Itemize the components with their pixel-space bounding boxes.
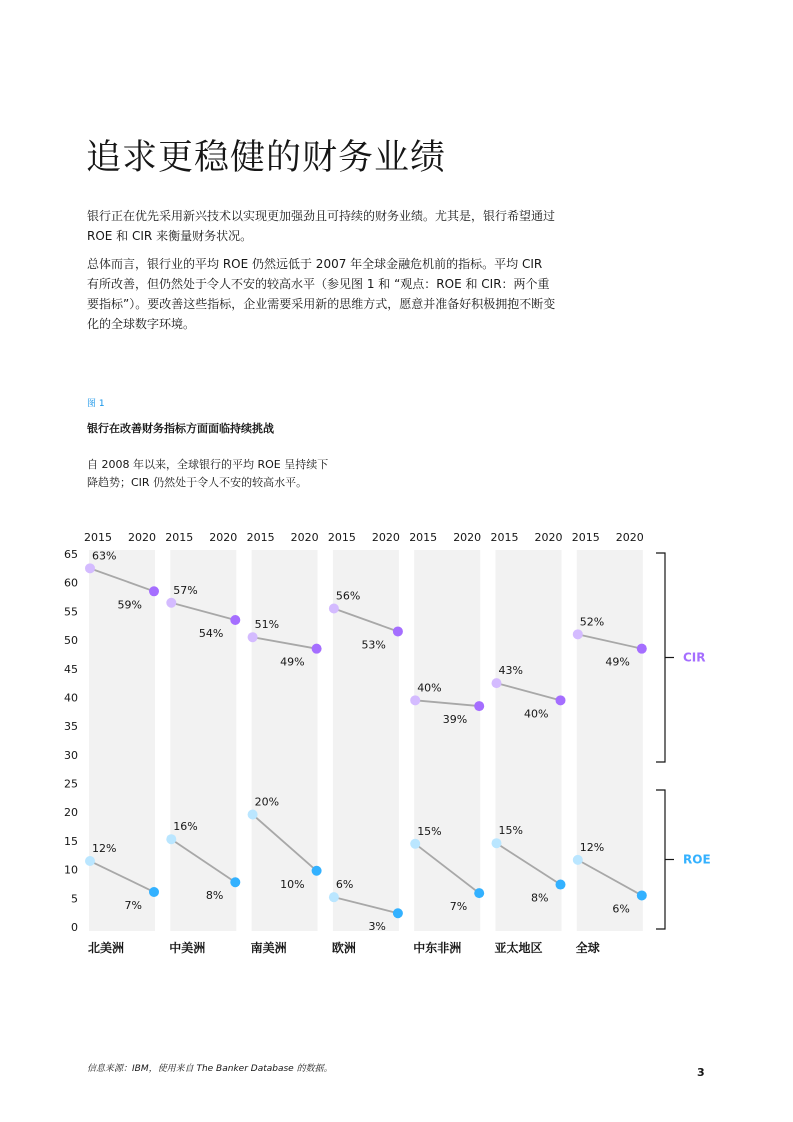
cir-point-2020 [312, 644, 322, 654]
roe-label-2020: 8% [205, 889, 224, 903]
roe-point-2015 [492, 838, 502, 848]
body-paragraph: 总体而言，银行业的平均 ROE 仍然远低于 2007 年全球金融危机前的指标。平均 CIR 有所改善，但仍然处于令人不安的较高水平（参见图 1 和 “观点：ROE 和 CIR：两个重要指标”）。要改善这些指标，企业需要采用新的思维方式，愿意并准备好积极拥抱不断变化的全球数字环境。 [87, 257, 556, 331]
region-band [414, 550, 480, 931]
source-note: 信息来源：IBM，使用来自 The Banker Database 的数据。 [87, 1064, 333, 1074]
region-label: 全球 [575, 941, 600, 955]
region-band [170, 550, 236, 931]
year-label: 2020 [534, 531, 563, 544]
y-tick-label: 50 [64, 634, 78, 648]
roe-point-2020 [637, 890, 647, 900]
cir-label-2020: 53% [361, 638, 386, 652]
y-tick-label: 60 [64, 576, 78, 590]
y-tick-label: 45 [64, 662, 78, 676]
cir-label-2015: 43% [498, 664, 523, 678]
page-number: 3 [697, 1066, 705, 1079]
region-label: 北美洲 [88, 941, 125, 955]
year-label: 2015 [490, 531, 519, 544]
y-tick-label: 5 [71, 892, 78, 906]
y-tick-label: 55 [64, 605, 78, 619]
year-label: 2015 [84, 531, 112, 544]
region-band [577, 550, 643, 931]
roe-label-2015: 12% [92, 842, 117, 856]
roe-label-2020: 7% [124, 898, 142, 912]
cir-point-2020 [637, 644, 647, 654]
roe-point-2020 [556, 880, 566, 890]
cir-label-2015: 52% [579, 615, 605, 629]
region-band [496, 550, 562, 931]
y-tick-label: 20 [64, 806, 78, 820]
y-tick-label: 15 [64, 834, 78, 848]
roe-label-2015: 16% [173, 820, 198, 834]
year-label: 2020 [128, 531, 156, 544]
cir-label-2020: 40% [524, 707, 549, 721]
roe-series-label: ROE [683, 852, 711, 867]
year-label: 2020 [290, 531, 319, 544]
roe-point-2015 [573, 855, 583, 865]
roe-point-2020 [230, 877, 240, 887]
cir-point-2020 [474, 701, 484, 711]
region-band [252, 550, 318, 931]
roe-point-2020 [149, 887, 159, 897]
roe-point-2015 [248, 810, 258, 820]
roe-label-2015: 12% [579, 840, 605, 854]
cir-label-2020: 49% [605, 655, 630, 669]
region-band [333, 550, 399, 934]
cir-label-2015: 51% [254, 618, 280, 632]
cir-label-2020: 49% [280, 655, 305, 669]
roe-label-2015: 15% [417, 824, 442, 838]
roe-label-2015: 20% [254, 795, 280, 809]
roe-label-2015: 15% [498, 824, 523, 838]
page-title: 追求更稳健的财务业绩 [86, 138, 447, 178]
cir-label-2015: 63% [92, 549, 117, 563]
roe-label-2015: 6% [335, 878, 354, 892]
region-label: 欧洲 [331, 941, 356, 955]
year-label: 2015 [571, 531, 600, 544]
roe-point-2015 [85, 856, 95, 866]
year-label: 2020 [371, 531, 400, 544]
year-label: 2015 [165, 531, 194, 544]
figure-subtitle: 自 2008 年以来，全球银行的平均 ROE 呈持续下降趋势；CIR 仍然处于令人不安的较高水平。 [87, 458, 329, 489]
roe-label-2020: 8% [531, 891, 549, 905]
roe-label-2020: 7% [449, 900, 468, 914]
roe-label-2020: 3% [368, 920, 386, 934]
roe-point-2020 [393, 908, 403, 918]
year-label: 2015 [327, 531, 356, 544]
cir-bracket [656, 553, 665, 762]
roe-label-2020: 10% [280, 877, 305, 891]
cir-label-2020: 54% [198, 626, 224, 640]
region-label: 南美洲 [250, 941, 287, 955]
cir-point-2015 [248, 632, 258, 642]
roe-label-2020: 6% [612, 902, 630, 916]
region-label: 中东非洲 [413, 941, 462, 955]
cir-point-2015 [573, 629, 583, 639]
roe-bracket [656, 790, 665, 929]
intro-paragraph: 银行正在优先采用新兴技术以实现更加强劲且可持续的财务业绩。尤其是，银行希望通过 ROE 和 CIR 来衡量财务状况。 [87, 209, 556, 243]
cir-label-2020: 39% [442, 713, 468, 727]
roe-point-2015 [410, 839, 420, 849]
roe-point-2015 [329, 892, 339, 902]
y-tick-label: 35 [64, 720, 78, 734]
year-label: 2020 [209, 531, 238, 544]
cir-point-2015 [166, 598, 176, 608]
cir-point-2015 [329, 604, 339, 614]
year-label: 2020 [453, 531, 482, 544]
year-label: 2020 [615, 531, 644, 544]
cir-point-2020 [230, 615, 240, 625]
y-tick-label: 10 [64, 863, 78, 877]
cir-label-2015: 40% [417, 681, 442, 695]
year-label: 2015 [409, 531, 438, 544]
cir-label-2020: 59% [117, 598, 142, 612]
year-label: 2015 [246, 531, 275, 544]
cir-point-2015 [492, 678, 502, 688]
cir-point-2020 [556, 695, 566, 705]
region-label: 亚太地区 [494, 941, 543, 955]
y-tick-label: 30 [64, 748, 78, 762]
cir-point-2020 [393, 626, 403, 636]
figure-title: 银行在改善财务指标方面面临持续挑战 [87, 422, 274, 435]
roe-point-2020 [312, 866, 322, 876]
cir-point-2015 [410, 695, 420, 705]
figure-label: 图 1 [87, 399, 105, 409]
cir-point-2020 [149, 586, 159, 596]
cir-point-2015 [85, 563, 95, 573]
cir-series-label: CIR [683, 650, 706, 665]
roe-point-2015 [166, 834, 176, 844]
y-tick-label: 40 [64, 691, 78, 705]
slope-chart [0, 520, 793, 970]
region-label: 中美洲 [169, 941, 206, 955]
cir-label-2015: 57% [173, 583, 198, 597]
cir-label-2015: 56% [335, 589, 361, 603]
y-tick-label: 0 [71, 921, 78, 934]
roe-point-2020 [474, 888, 484, 898]
y-tick-label: 65 [64, 548, 78, 561]
y-tick-label: 25 [64, 777, 78, 791]
